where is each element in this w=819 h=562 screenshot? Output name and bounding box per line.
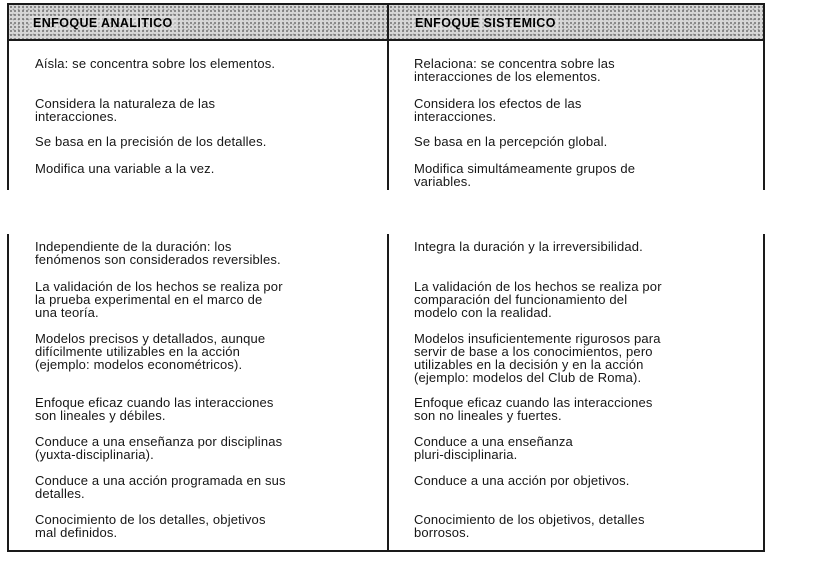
row-9-sistemico: Conduce a una enseñanza pluri-disciplinaria. — [414, 434, 573, 462]
row-3-sistemico: Se basa en la percepción global. — [414, 134, 608, 149]
row-8-sistemico: Enfoque eficaz cuando las interacciones son no lineales y fuertes. — [414, 395, 653, 423]
row-10-analitico: Conduce a una acción programada en sus detalles. — [35, 473, 286, 501]
row-10-sistemico: Conduce a una acción por objetivos. — [414, 473, 630, 488]
row-2-analitico: Considera la naturaleza de las interacciones. — [35, 96, 216, 124]
table-header — [9, 5, 763, 41]
row-9-analitico: Conduce a una enseñanza por disciplinas (yuxta-disciplinaria). — [35, 434, 283, 462]
row-3-analitico: Se basa en la precisión de los detalles. — [35, 134, 267, 149]
column-divider — [387, 5, 389, 550]
header-enfoque-sistemico: ENFOQUE SISTEMICO — [412, 16, 559, 30]
row-5-sistemico: Integra la duración y la irreversibilidad. — [414, 239, 643, 254]
header-enfoque-analitico: ENFOQUE ANALITICO — [30, 16, 176, 30]
comparison-table — [7, 3, 765, 552]
row-6-analitico: La validación de los hechos se realiza por la prueba experimental en el marco de una teoría. — [35, 279, 283, 320]
row-5-analitico: Independiente de la duración: los fenómenos son considerados reversibles. — [35, 239, 281, 267]
row-11-analitico: Conocimiento de los detalles, objetivos mal definidos. — [35, 512, 266, 540]
row-1-analitico: Aísla: se concentra sobre los elementos. — [35, 56, 276, 71]
row-2-sistemico: Considera los efectos de las interacciones. — [414, 96, 582, 124]
row-6-sistemico: La validación de los hechos se realiza por comparación del funcionamiento del modelo con la realidad. — [414, 279, 662, 320]
row-4-analitico: Modifica una variable a la vez. — [35, 161, 215, 176]
scan-gap — [0, 190, 819, 234]
row-4-sistemico: Modifica simultámeamente grupos de variables. — [414, 161, 636, 189]
row-7-sistemico: Modelos insuficientemente rigurosos para servir de base a los conocimientos, pero utilizables en la decisión y en la acción (ejemplo: modelos del Club de Roma). — [414, 331, 661, 385]
row-8-analitico: Enfoque eficaz cuando las interacciones son lineales y débiles. — [35, 395, 274, 423]
row-7-analitico: Modelos precisos y detallados, aunque difícilmente utilizables en la acción (ejemplo: modelos econométricos). — [35, 331, 266, 372]
row-1-sistemico: Relaciona: se concentra sobre las interacciones de los elementos. — [414, 56, 615, 84]
row-11-sistemico: Conocimiento de los objetivos, detalles borrosos. — [414, 512, 645, 540]
